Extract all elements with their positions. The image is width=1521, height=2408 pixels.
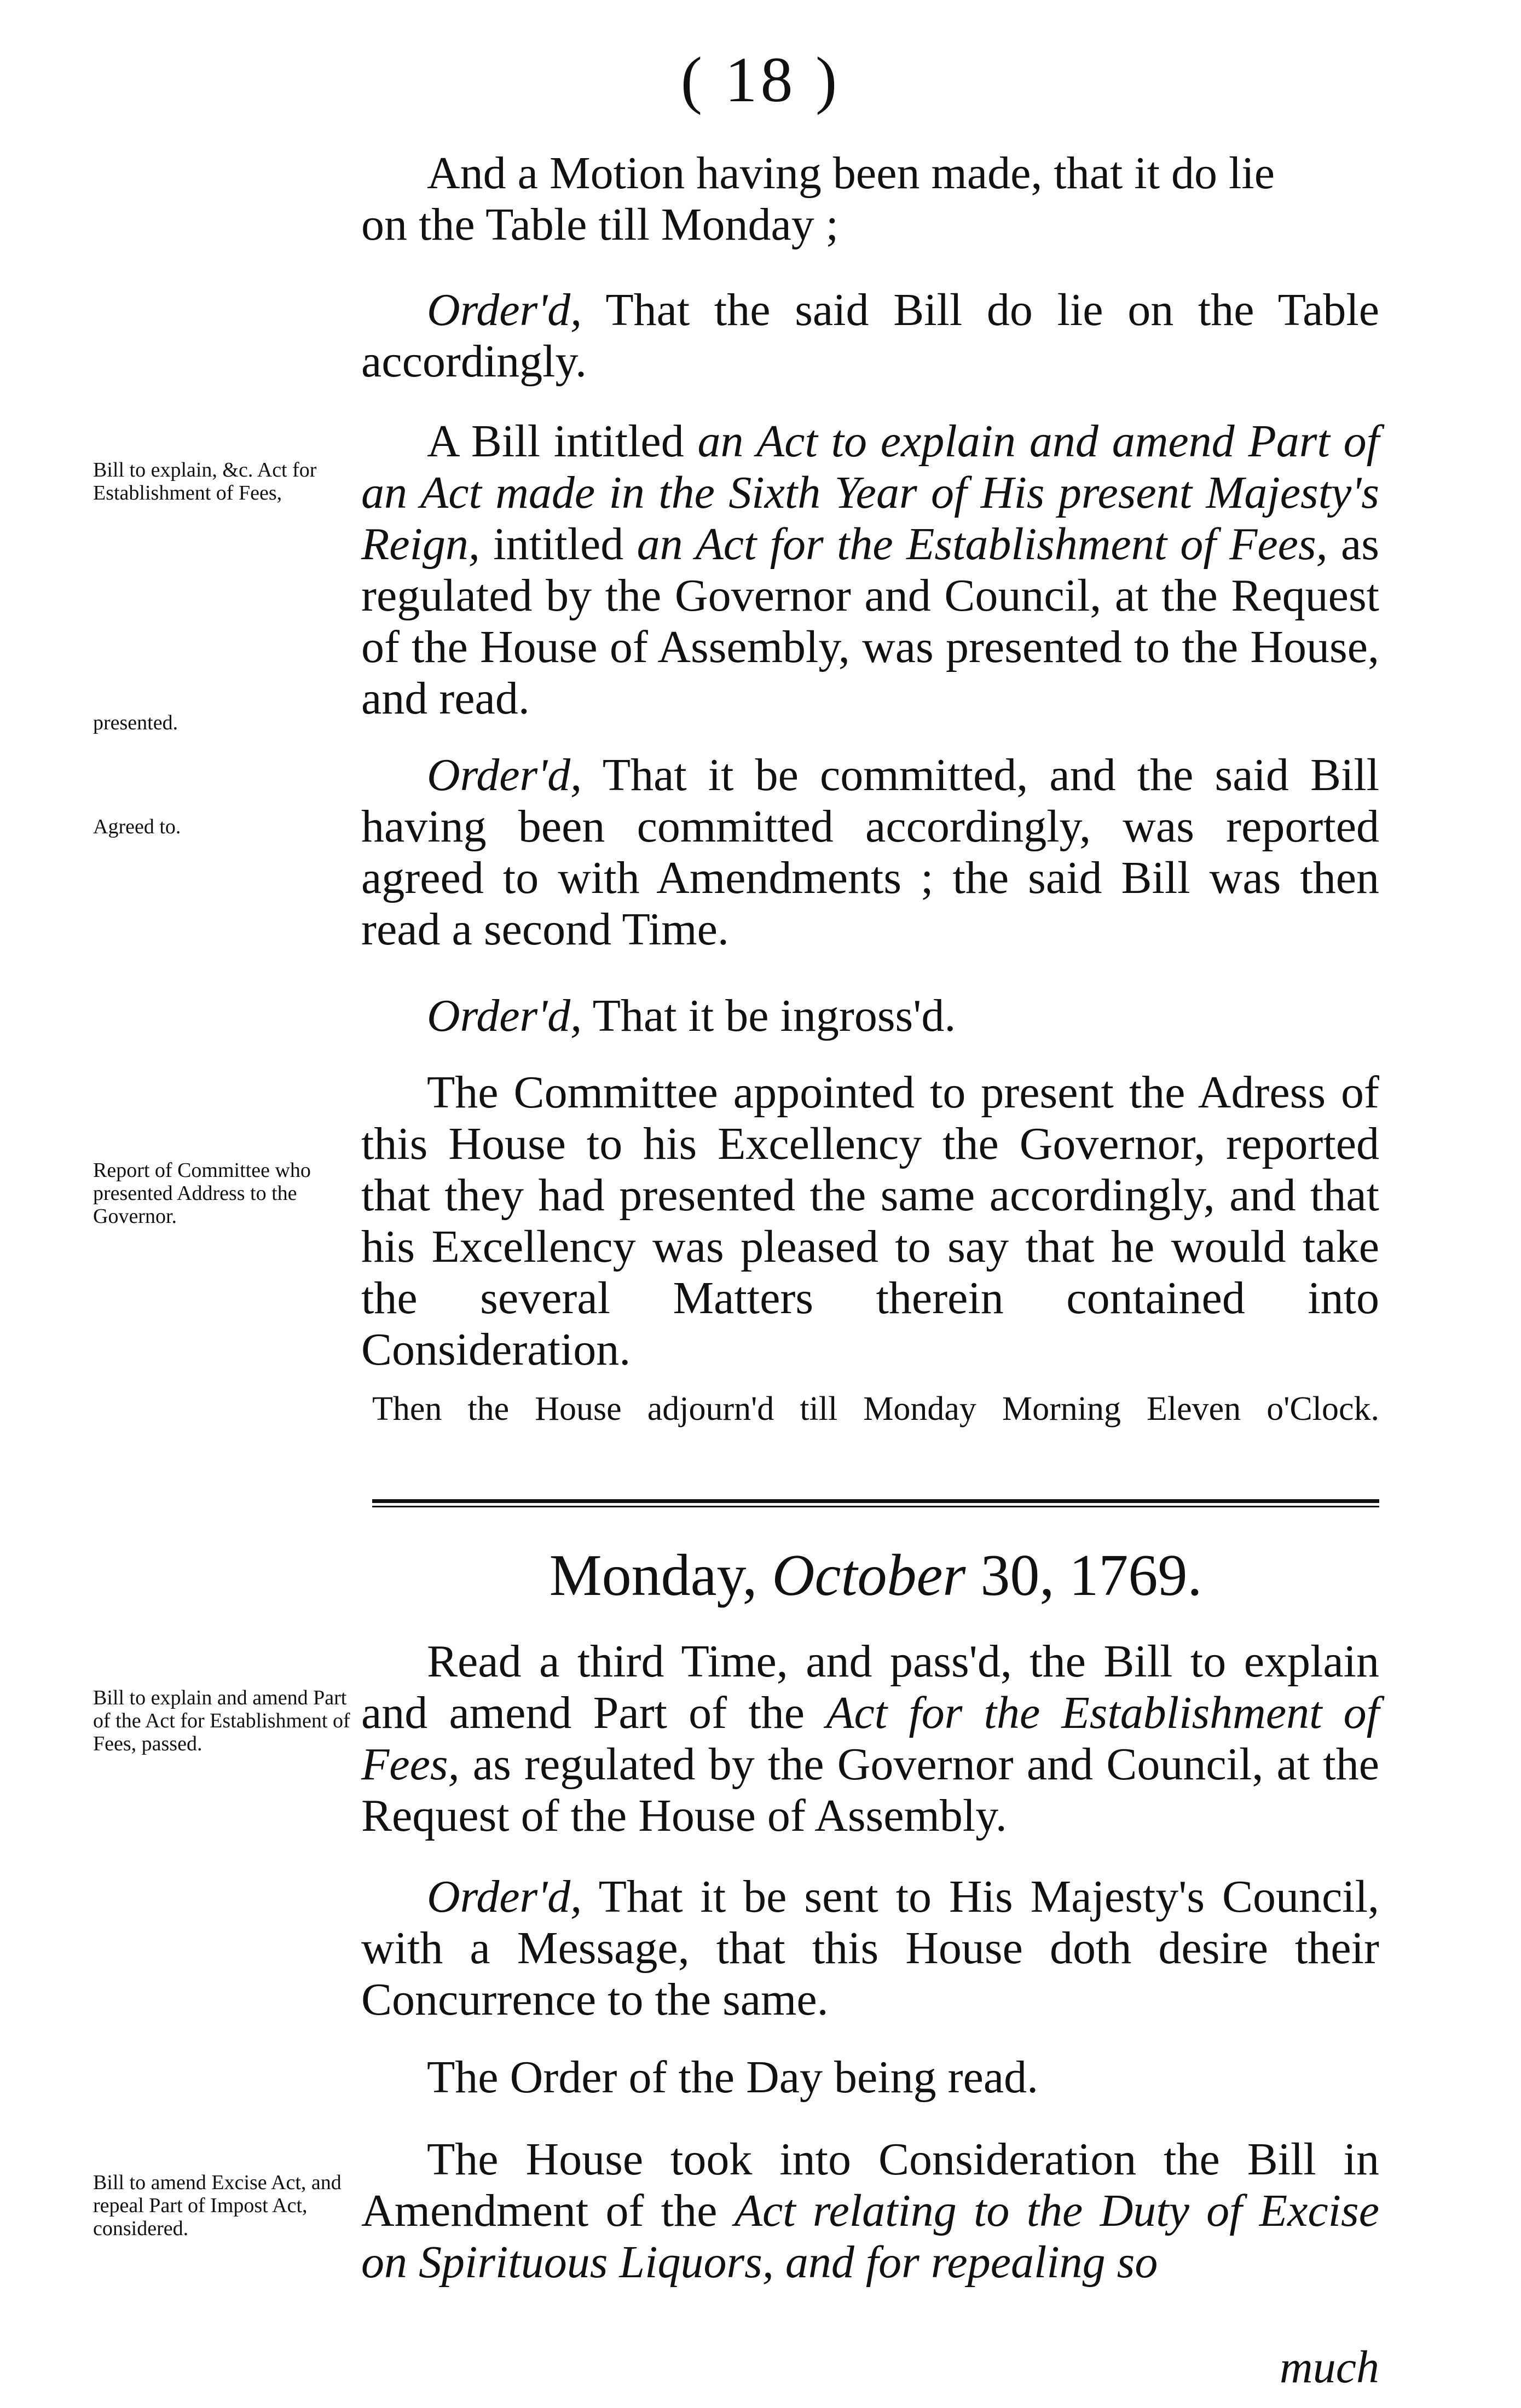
paragraph-third-reading	[361, 1636, 1379, 1842]
paragraph-text: The Committee appointed to present the Adress of this House to his Excellency the Governor, reported that they had presented the same accordingly, and that his Excellency was pleased to say that he would take the several Matters therein contained into Consideration.	[361, 1067, 1379, 1375]
paragraph-committed	[361, 750, 1379, 955]
order-text: That the said Bill do lie on the Table accordingly.	[361, 285, 1379, 387]
date-month: October	[772, 1543, 966, 1608]
section-divider-thin	[372, 1506, 1379, 1507]
text-run: Read a third Time, and pass'd, the Bill to explain and amend Part of the	[361, 1636, 1379, 1738]
paragraph-motion	[361, 148, 1379, 251]
order-text: That it be committed, and the said Bill having been committed accordingly, was reported agreed to with Amendments ; the said Bill was then read a second Time.	[361, 750, 1379, 955]
margin-note-agreed: Agreed to.	[93, 815, 181, 838]
act-title: an Act for the Establishment of Fees,	[637, 519, 1328, 570]
paragraph-excise-bill	[361, 2134, 1379, 2288]
paragraph-text: The Order of the Day being read.	[427, 2052, 1039, 2103]
session-date-heading	[0, 1543, 1521, 1609]
paragraph-committee-report	[361, 1067, 1379, 1376]
date-weekday: Monday,	[549, 1543, 772, 1608]
order-label: Order'd,	[427, 1871, 582, 1922]
paragraph-order-of-day	[361, 2052, 1379, 2103]
margin-note-committee-report: Report of Committee who presented Address to the Governor.	[93, 1159, 311, 1228]
text-run: A Bill intitled	[427, 416, 698, 467]
text-run: as regulated by the Governor and Council, at the Request of the House of Assembly, was presented to the House, and read.	[361, 519, 1379, 724]
adjournment-line: Then the House adjourn'd till Monday Morning Eleven o'Clock.	[372, 1390, 1379, 1428]
page-number: ( 18 )	[680, 44, 841, 115]
catchword: much	[1280, 2342, 1379, 2393]
paragraph-order-table	[361, 285, 1379, 387]
order-text: That it be ingross'd.	[582, 990, 956, 1041]
order-text: That it be sent to His Majesty's Council, with a Message, that this House doth desire their Concurrence to the same.	[361, 1871, 1379, 2025]
paragraph-bill-presented	[361, 416, 1379, 724]
act-title: Act for the Establishment of Fees,	[361, 1687, 1379, 1790]
order-label: Order'd,	[427, 990, 582, 1041]
paragraph-ingrossed	[361, 990, 1379, 1042]
order-label: Order'd,	[427, 750, 582, 800]
text-run: The House took into Consideration the Bill in Amendment of the	[361, 2134, 1379, 2236]
margin-note-bill-passed: Bill to explain and amend Part of the Act for Establishment of Fees, passed.	[93, 1686, 350, 1755]
section-divider	[372, 1499, 1379, 1503]
margin-note-excise-bill: Bill to amend Excise Act, and repeal Part of Impost Act, considered.	[93, 2171, 342, 2240]
order-label: Order'd,	[427, 285, 582, 335]
margin-note-bill-explain: Bill to explain, &c. Act for Establishment of Fees,	[93, 459, 317, 504]
margin-note-presented: presented.	[93, 711, 178, 734]
text-run: intitled	[479, 519, 637, 570]
paragraph-line: on the Table till Monday ;	[361, 199, 839, 250]
text-run: as regulated by the Governor and Council, at the Request of the House of Assembly.	[361, 1739, 1379, 1841]
bill-title: an Act to explain and amend Part of an Act made in the Sixth Year of His present Majesty's Reign,	[361, 416, 1379, 570]
paragraph-line: And a Motion having been made, that it do lie	[427, 148, 1275, 199]
date-day-year: 30, 1769.	[965, 1543, 1202, 1608]
act-title: Act relating to the Duty of Excise on Spirituous Liquors, and for repealing so	[361, 2185, 1379, 2288]
paragraph-sent-to-council	[361, 1871, 1379, 2026]
